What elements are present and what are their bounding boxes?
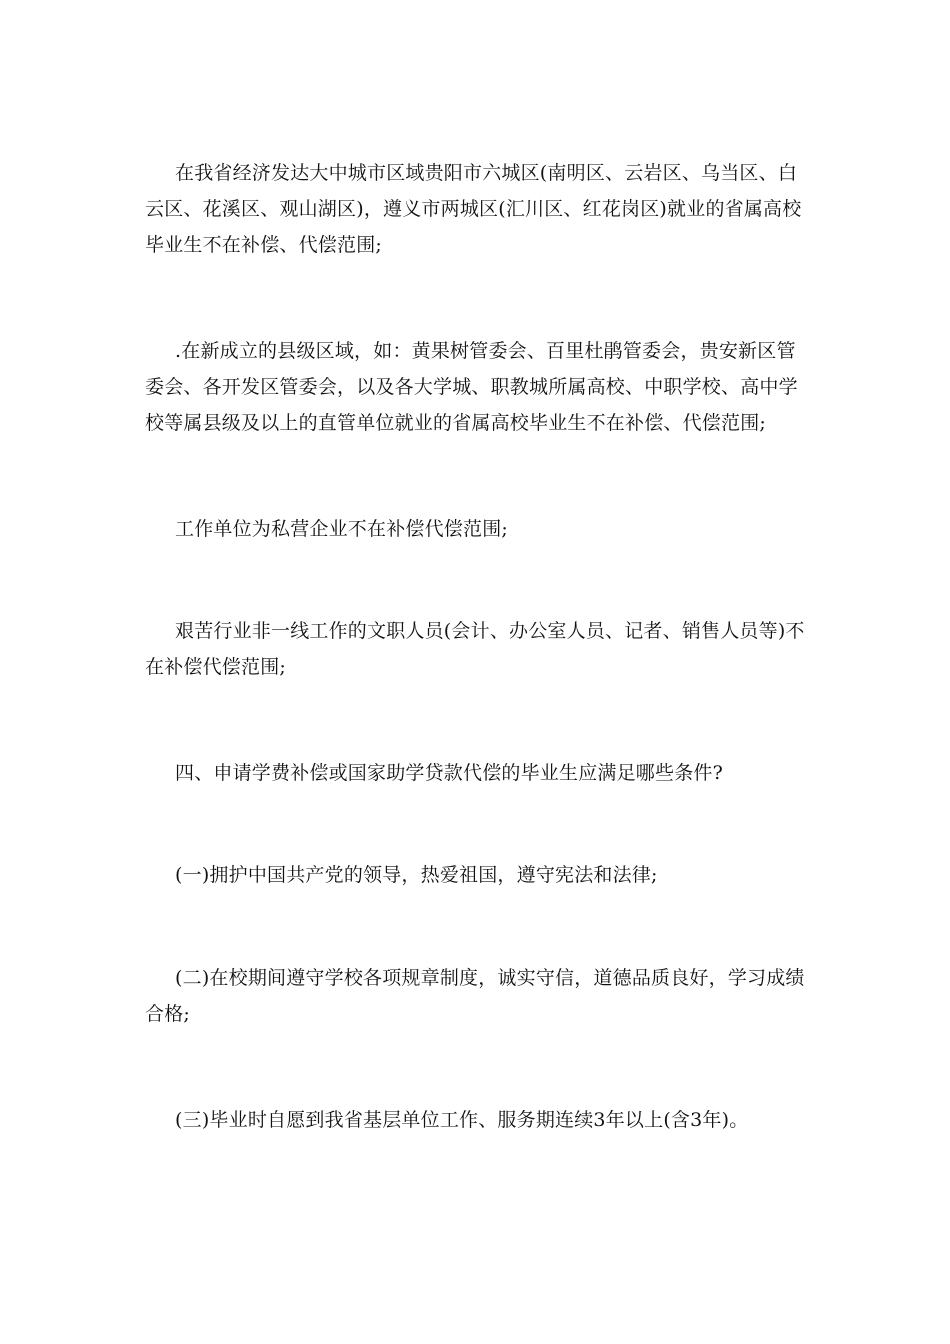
text-line: .在新成立的县级区域，如：黄果树管委会、百里杜鹃管委会，贵安新区管: [175, 340, 796, 362]
paragraph-clerical-staff: [145, 613, 807, 685]
text-line: 校等属县级及以上的直管单位就业的省属高校毕业生不在补偿、代偿范围;: [145, 412, 767, 434]
condition-item-1: [145, 857, 807, 893]
text-line: 艰苦行业非一线工作的文职人员(会计、办公室人员、记者、销售人员等)不: [175, 620, 805, 642]
text-line: 工作单位为私营企业不在补偿代偿范围;: [175, 518, 509, 540]
paragraph-city-exclusion: [145, 155, 807, 263]
text-line: 四、申请学费补偿或国家助学贷款代偿的毕业生应满足哪些条件?: [175, 762, 723, 784]
text-line: 在我省经济发达大中城市区域贵阳市六城区(南明区、云岩区、乌当区、白: [175, 162, 798, 184]
text-line: 合格;: [145, 1003, 191, 1025]
text-line: 在补偿代偿范围;: [145, 656, 287, 678]
text-line: 毕业生不在补偿、代偿范围;: [145, 234, 383, 256]
paragraph-private-enterprise: [145, 511, 807, 547]
text-line: 委会、各开发区管委会，以及各大学城、职教城所属高校、中职学校、高中学: [145, 376, 798, 398]
section-heading-conditions: [145, 755, 807, 791]
text-line: (一)拥护中国共产党的领导，热爱祖国，遵守宪法和法律;: [175, 864, 658, 886]
condition-item-3: [145, 1102, 807, 1138]
text-line: 云区、花溪区、观山湖区)，遵义市两城区(汇川区、红花岗区)就业的省属高校: [145, 198, 802, 220]
paragraph-county-exclusion: [145, 333, 807, 441]
condition-item-2: [145, 960, 807, 1032]
text-line: (二)在校期间遵守学校各项规章制度，诚实守信，道德品质良好，学习成绩: [175, 967, 805, 989]
text-line: (三)毕业时自愿到我省基层单位工作、服务期连续3年以上(含3年)。: [175, 1109, 749, 1131]
